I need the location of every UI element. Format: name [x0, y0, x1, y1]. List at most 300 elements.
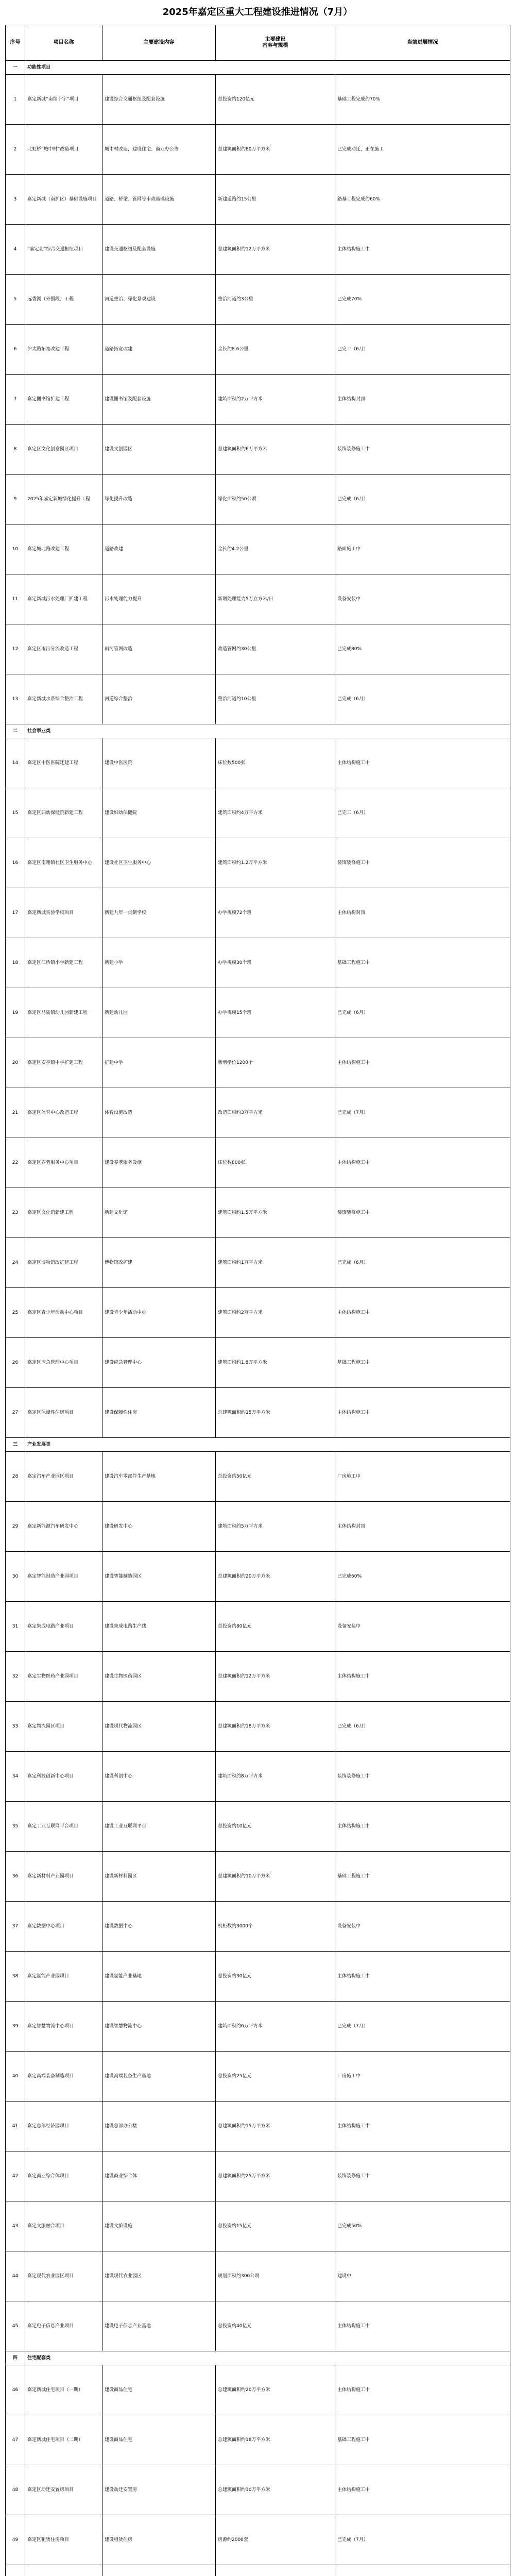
row-number: 3	[6, 175, 25, 225]
project-name: 嘉定智慧物流中心项目	[25, 2002, 102, 2052]
row-number: 30	[6, 1552, 25, 1602]
table-row	[6, 1288, 510, 1338]
table-body	[6, 61, 510, 2576]
table-row	[6, 788, 510, 838]
table-row	[6, 375, 510, 425]
scale: 总建筑面积约18万平方米	[216, 2415, 335, 2465]
scale: 新增学位1200个	[216, 1038, 335, 1088]
scale: 总投资约15亿元	[216, 2201, 335, 2251]
project-name: 嘉定区安亭镇中学扩建工程	[25, 1038, 102, 1088]
progress: 已完成（7月）	[335, 2002, 510, 2052]
table-row	[6, 938, 510, 988]
scale: 整治河道约3公里	[216, 275, 335, 325]
table-row	[6, 1552, 510, 1602]
table-row	[6, 988, 510, 1038]
row-number: 41	[6, 2102, 25, 2151]
row-number: 24	[6, 1238, 25, 1288]
progress: 装饰装修施工中	[335, 2151, 510, 2201]
main-content: 建设中医医院	[102, 738, 216, 788]
project-name: 嘉定文旅融合项目	[25, 2201, 102, 2251]
main-content: 建设保障性住房	[102, 1388, 216, 1438]
row-number: 10	[6, 524, 25, 574]
main-content: 建设集成电路生产线	[102, 1602, 216, 1652]
progress: 已完成（7月）	[335, 1088, 510, 1138]
scale: 建筑面积约1.8万平方米	[216, 1338, 335, 1388]
main-content: 污水处理能力提升	[102, 574, 216, 624]
progress: 主体结构施工中	[335, 2301, 510, 2351]
section-row	[6, 724, 510, 738]
row-number: 29	[6, 1502, 25, 1552]
table-row	[6, 524, 510, 574]
main-content: 建设青少年活动中心	[102, 1288, 216, 1338]
row-number: 46	[6, 2365, 25, 2415]
progress: 主体结构施工中	[335, 1802, 510, 1852]
table-row	[6, 1602, 510, 1652]
main-content: 建设智能制造园区	[102, 1552, 216, 1602]
main-content: 建设妇幼保健院	[102, 788, 216, 838]
header-no: 序号	[6, 25, 25, 61]
row-number: 17	[6, 888, 25, 938]
scale: 总建筑面积约15万平方米	[216, 2102, 335, 2151]
project-table	[5, 25, 510, 2576]
progress: 已完工（6月）	[335, 788, 510, 838]
project-name: 嘉定总部经济园项目	[25, 2102, 102, 2151]
project-name: 嘉定区文化创意园区项目	[25, 425, 102, 474]
row-number: 42	[6, 2151, 25, 2201]
main-content: 城中村改造，建设住宅、商业办公等	[102, 125, 216, 175]
row-number: 20	[6, 1038, 25, 1088]
header-project-name: 项目名称	[25, 25, 102, 61]
progress: 已完成（6月）	[335, 988, 510, 1038]
project-name: 嘉定新城（南扩区）基础设施项目	[25, 175, 102, 225]
scale: 建筑面积约1.2万平方米	[216, 838, 335, 888]
progress: 已完成50%	[335, 2201, 510, 2251]
project-name: 嘉定图书馆扩建工程	[25, 375, 102, 425]
project-name: 嘉定区养老服务中心项目	[25, 1138, 102, 1188]
main-content	[102, 2565, 216, 2576]
progress: 主体结构施工中	[335, 2102, 510, 2151]
table-row	[6, 2251, 510, 2301]
header-progress: 当前进展情况	[335, 25, 510, 61]
scale: 机柜数约3000个	[216, 1902, 335, 1952]
progress: 装饰装修施工中	[335, 1188, 510, 1238]
project-name: 嘉定区体育中心改造工程	[25, 1088, 102, 1138]
main-content: 绿化提升改造	[102, 474, 216, 524]
scale: 床位数800张	[216, 1138, 335, 1188]
scale: 全长约4.2公里	[216, 524, 335, 574]
main-content: 建设数据中心	[102, 1902, 216, 1952]
table-row	[6, 2301, 510, 2351]
main-content: 建设社区卫生服务中心	[102, 838, 216, 888]
table-row	[6, 275, 510, 325]
section-row	[6, 61, 510, 75]
scale: 办学规模30个班	[216, 938, 335, 988]
table-row	[6, 2465, 510, 2515]
row-number: 31	[6, 1602, 25, 1652]
row-number: 18	[6, 938, 25, 988]
project-name: 嘉定科技创新中心项目	[25, 1752, 102, 1802]
main-content: 建设高端装备生产基地	[102, 2052, 216, 2102]
row-number: 14	[6, 738, 25, 788]
row-number: 40	[6, 2052, 25, 2102]
main-content: 建设氢能产业基地	[102, 1952, 216, 2002]
main-content: 建设智慧物流中心	[102, 2002, 216, 2052]
table-row	[6, 1902, 510, 1952]
row-number: 9	[6, 474, 25, 524]
row-number: 45	[6, 2301, 25, 2351]
row-number: 48	[6, 2465, 25, 2515]
project-name: 嘉定现代农业园区项目	[25, 2251, 102, 2301]
scale: 办学规模15个班	[216, 988, 335, 1038]
table-row	[6, 2052, 510, 2102]
main-content: 建设总部办公楼	[102, 2102, 216, 2151]
main-content: 建设租赁住房	[102, 2515, 216, 2565]
project-name: 嘉定区南翔镇社区卫生服务中心	[25, 838, 102, 888]
scale: 建筑面积约2万平方米	[216, 375, 335, 425]
main-content: 建设商品住宅	[102, 2365, 216, 2415]
main-content: 河道整治、绿化景观建设	[102, 275, 216, 325]
table-row	[6, 1388, 510, 1438]
table-row	[6, 1188, 510, 1238]
row-number	[6, 2565, 25, 2576]
main-content: 河道综合整治	[102, 674, 216, 724]
project-name: 沪太路拓宽改建工程	[25, 325, 102, 375]
main-content: 建设现代物流园区	[102, 1702, 216, 1752]
row-number: 15	[6, 788, 25, 838]
project-name: 嘉定区青少年活动中心项目	[25, 1288, 102, 1338]
main-content: 建设新材料园区	[102, 1852, 216, 1902]
scale: 规划面积约300公顷	[216, 2251, 335, 2301]
table-row	[6, 1088, 510, 1138]
project-name: 嘉定氢能产业园项目	[25, 1952, 102, 2002]
project-name: 2025年嘉定新城绿化提升工程	[25, 474, 102, 524]
progress: 装饰装修施工中	[335, 838, 510, 888]
project-name: 嘉定新城水系综合整治工程	[25, 674, 102, 724]
row-number: 7	[6, 375, 25, 425]
progress: 主体结构施工中	[335, 1038, 510, 1088]
row-number: 21	[6, 1088, 25, 1138]
table-row	[6, 1752, 510, 1802]
project-name	[25, 2565, 102, 2576]
scale: 改造面积约3万平方米	[216, 1088, 335, 1138]
section-name: 功能性项目	[25, 61, 510, 75]
scale: 新建道路约15公里	[216, 175, 335, 225]
scale: 总建筑面积约20万平方米	[216, 1552, 335, 1602]
row-number: 35	[6, 1802, 25, 1852]
scale: 总建筑面积约12万平方米	[216, 1652, 335, 1702]
project-name: 嘉定新城“南翔十字”项目	[25, 75, 102, 125]
main-content: 建设现代农业园区	[102, 2251, 216, 2301]
progress: 已完成（6月）	[335, 674, 510, 724]
main-content: 建设文旅设施	[102, 2201, 216, 2251]
main-content: 建设电子信息产业基地	[102, 2301, 216, 2351]
table-row	[6, 2565, 510, 2576]
progress: 厂房施工中	[335, 2052, 510, 2102]
project-name: 嘉定物流园区项目	[25, 1702, 102, 1752]
row-number: 16	[6, 838, 25, 888]
table-row	[6, 1238, 510, 1288]
progress: 基础工程施工中	[335, 2415, 510, 2465]
row-number: 6	[6, 325, 25, 375]
table-row	[6, 1702, 510, 1752]
project-name: 北虹桥“城中村”改造项目	[25, 125, 102, 175]
row-number: 12	[6, 624, 25, 674]
section-number: 三	[6, 1438, 25, 1452]
project-name: 嘉定汽车产业园区项目	[25, 1452, 102, 1502]
scale: 总建筑面积约15万平方米	[216, 1388, 335, 1438]
row-number: 38	[6, 1952, 25, 2002]
project-name: 嘉定区租赁住房项目	[25, 2515, 102, 2565]
scale: 总建筑面积约25万平方米	[216, 2151, 335, 2201]
progress: 装饰装修施工中	[335, 425, 510, 474]
main-content: 建设汽车零部件生产基地	[102, 1452, 216, 1502]
progress: 基础工程施工中	[335, 938, 510, 988]
progress: 已完工（6月）	[335, 325, 510, 375]
section-name: 社会事业类	[25, 724, 510, 738]
row-number: 47	[6, 2415, 25, 2465]
document-title: 2025年嘉定区重大工程建设推进情况（7月）	[162, 7, 353, 18]
table-row	[6, 1652, 510, 1702]
table-row	[6, 1852, 510, 1902]
project-name: 嘉定区博物馆改扩建工程	[25, 1238, 102, 1288]
row-number: 13	[6, 674, 25, 724]
project-name: 嘉定数据中心项目	[25, 1902, 102, 1952]
main-content: 建设科创中心	[102, 1752, 216, 1802]
row-number: 28	[6, 1452, 25, 1502]
table-row	[6, 1502, 510, 1552]
progress: 基础工程完成约70%	[335, 75, 510, 125]
scale: 总建筑面积约12万平方米	[216, 225, 335, 275]
progress: 已完成（6月）	[335, 1238, 510, 1288]
project-name: 嘉定区文化馆新建工程	[25, 1188, 102, 1238]
project-name: 嘉定新城住宅项目（二期）	[25, 2415, 102, 2465]
scale: 总投资约40亿元	[216, 2301, 335, 2351]
progress: 主体结构封顶	[335, 1502, 510, 1552]
progress: 主体结构施工中	[335, 1138, 510, 1188]
progress: 主体结构封顶	[335, 375, 510, 425]
scale: 建筑面积约5万平方米	[216, 1502, 335, 1552]
progress: 已完成60%	[335, 1552, 510, 1602]
progress: 路面施工中	[335, 524, 510, 574]
project-name: 嘉定电子信息产业项目	[25, 2301, 102, 2351]
project-name: 嘉定区中医医院迁建工程	[25, 738, 102, 788]
project-name: 嘉定新城住宅项目（一期）	[25, 2365, 102, 2415]
progress: 设备安装中	[335, 1602, 510, 1652]
scale: 总投资约30亿元	[216, 1952, 335, 2002]
scale: 建筑面积约8万平方米	[216, 1752, 335, 1802]
table-row	[6, 2515, 510, 2565]
table-row	[6, 1802, 510, 1852]
row-number: 33	[6, 1702, 25, 1752]
table-row	[6, 425, 510, 474]
progress: 主体结构施工中	[335, 2465, 510, 2515]
row-number: 11	[6, 574, 25, 624]
scale: 绿化面积约50公顷	[216, 474, 335, 524]
main-content: 建设工业互联网平台	[102, 1802, 216, 1852]
progress: 主体结构封顶	[335, 888, 510, 938]
row-number: 36	[6, 1852, 25, 1902]
header-scale: 主要建设 内容与规模	[216, 25, 335, 61]
scale: 全长约8.6公里	[216, 325, 335, 375]
table-row	[6, 2102, 510, 2151]
main-content: 建设商品住宅	[102, 2415, 216, 2465]
main-content: 道路、桥梁、管网等市政基础设施	[102, 175, 216, 225]
scale: 总投资约10亿元	[216, 1802, 335, 1852]
section-number: 四	[6, 2351, 25, 2365]
progress: 厂房施工中	[335, 1452, 510, 1502]
row-number: 37	[6, 1902, 25, 1952]
main-content: 道路改建	[102, 524, 216, 574]
main-content: 扩建中学	[102, 1038, 216, 1088]
project-name: 嘉定区雨污分流改造工程	[25, 624, 102, 674]
scale: 总建筑面积约10万平方米	[216, 1852, 335, 1902]
project-name: 嘉定区动迁安置房项目	[25, 2465, 102, 2515]
main-content: 新建小学	[102, 938, 216, 988]
scale: 总建筑面积约30万平方米	[216, 2465, 335, 2515]
table-row	[6, 888, 510, 938]
section-name: 住宅配套类	[25, 2351, 510, 2365]
progress: 主体结构施工中	[335, 225, 510, 275]
progress: 主体结构施工中	[335, 1288, 510, 1338]
main-content: 博物馆改扩建	[102, 1238, 216, 1288]
table-row	[6, 838, 510, 888]
progress: 路基工程完成约60%	[335, 175, 510, 225]
table-row	[6, 75, 510, 125]
main-content: 建设生物医药园区	[102, 1652, 216, 1702]
scale: 总投资约50亿元	[216, 1452, 335, 1502]
scale: 总投资约80亿元	[216, 1602, 335, 1652]
row-number: 26	[6, 1338, 25, 1388]
main-content: 体育设施改造	[102, 1088, 216, 1138]
main-content: 建设养老服务设施	[102, 1138, 216, 1188]
progress: 主体结构施工中	[335, 1652, 510, 1702]
project-name: 嘉定新城污水处理厂扩建工程	[25, 574, 102, 624]
section-number: 二	[6, 724, 25, 738]
progress: 基础工程施工中	[335, 1852, 510, 1902]
main-content: 新建幼儿园	[102, 988, 216, 1038]
project-name: 嘉定新能源汽车研发中心	[25, 1502, 102, 1552]
table-row	[6, 1038, 510, 1088]
section-name: 产业发展类	[25, 1438, 510, 1452]
section-row	[6, 2351, 510, 2365]
project-name: 嘉定区妇幼保健院新建工程	[25, 788, 102, 838]
table-row	[6, 624, 510, 674]
progress: 建设中	[335, 2251, 510, 2301]
scale: 床位数500张	[216, 738, 335, 788]
main-content: 建设文创园区	[102, 425, 216, 474]
project-name: “嘉定北”综合交通枢纽项目	[25, 225, 102, 275]
table-row	[6, 175, 510, 225]
row-number: 49	[6, 2515, 25, 2565]
project-name: 远香湖（外围段）工程	[25, 275, 102, 325]
project-name: 嘉定城北路改建工程	[25, 524, 102, 574]
table-row	[6, 2365, 510, 2415]
table-row	[6, 225, 510, 275]
project-name: 嘉定智能制造产业园项目	[25, 1552, 102, 1602]
scale: 总建筑面积约18万平方米	[216, 1702, 335, 1752]
row-number: 44	[6, 2251, 25, 2301]
row-number: 2	[6, 125, 25, 175]
progress: 设备安装中	[335, 1902, 510, 1952]
scale: 建筑面积约1万平方米	[216, 1238, 335, 1288]
scale: 新增处理能力5万立方米/日	[216, 574, 335, 624]
main-content: 建设商业综合体	[102, 2151, 216, 2201]
main-content: 建设研发中心	[102, 1502, 216, 1552]
progress: 已完成动迁，正在施工	[335, 125, 510, 175]
row-number: 25	[6, 1288, 25, 1338]
table-row	[6, 2151, 510, 2201]
scale	[216, 2565, 335, 2576]
main-content: 新建九年一贯制学校	[102, 888, 216, 938]
project-name: 嘉定集成电路产业项目	[25, 1602, 102, 1652]
progress: 主体结构施工中	[335, 1388, 510, 1438]
table-header-row	[6, 25, 510, 61]
scale: 建筑面积约1.5万平方米	[216, 1188, 335, 1238]
table-row	[6, 738, 510, 788]
project-name: 嘉定新材料产业园项目	[25, 1852, 102, 1902]
scale: 建筑面积约4万平方米	[216, 788, 335, 838]
project-name: 嘉定区江桥镇小学新建工程	[25, 938, 102, 988]
row-number: 39	[6, 2002, 25, 2052]
project-name: 嘉定商业综合体项目	[25, 2151, 102, 2201]
progress: 已完成（6月）	[335, 1702, 510, 1752]
scale: 总建筑面积约6万平方米	[216, 425, 335, 474]
progress: 装饰装修施工中	[335, 1752, 510, 1802]
main-content: 建设交通枢纽及配套设施	[102, 225, 216, 275]
progress: 主体结构施工中	[335, 1952, 510, 2002]
table-row	[6, 1952, 510, 2002]
progress: 主体结构施工中	[335, 738, 510, 788]
scale: 总投资约25亿元	[216, 2052, 335, 2102]
row-number: 4	[6, 225, 25, 275]
row-number: 5	[6, 275, 25, 325]
scale: 总建筑面积约20万平方米	[216, 2365, 335, 2415]
table-row	[6, 674, 510, 724]
table-row	[6, 2002, 510, 2052]
main-content: 建设图书馆及配套设施	[102, 375, 216, 425]
row-number: 32	[6, 1652, 25, 1702]
project-name: 嘉定生物医药产业园项目	[25, 1652, 102, 1702]
section-number: 一	[6, 61, 25, 75]
header-main-content: 主要建设内容	[102, 25, 216, 61]
progress: 已完成（6月）	[335, 474, 510, 524]
table-row	[6, 325, 510, 375]
project-name: 嘉定区马陆镇幼儿园新建工程	[25, 988, 102, 1038]
table-row	[6, 2415, 510, 2465]
progress	[335, 2565, 510, 2576]
main-content: 雨污管网改造	[102, 624, 216, 674]
main-content: 建设动迁安置房	[102, 2465, 216, 2515]
progress: 已完成70%	[335, 275, 510, 325]
progress: 已完成80%	[335, 624, 510, 674]
progress: 已完成（7月）	[335, 2515, 510, 2565]
table-row	[6, 474, 510, 524]
scale: 办学规模72个班	[216, 888, 335, 938]
project-name: 嘉定区应急管理中心项目	[25, 1338, 102, 1388]
row-number: 22	[6, 1138, 25, 1188]
scale: 总建筑面积约80万平方米	[216, 125, 335, 175]
row-number: 1	[6, 75, 25, 125]
project-name: 嘉定新城实验学校项目	[25, 888, 102, 938]
table-row	[6, 1138, 510, 1188]
row-number: 19	[6, 988, 25, 1038]
scale: 总投资约120亿元	[216, 75, 335, 125]
row-number: 43	[6, 2201, 25, 2251]
scale: 整治河道约10公里	[216, 674, 335, 724]
scale: 房源约2000套	[216, 2515, 335, 2565]
row-number: 34	[6, 1752, 25, 1802]
project-name: 嘉定工业互联网平台项目	[25, 1802, 102, 1852]
